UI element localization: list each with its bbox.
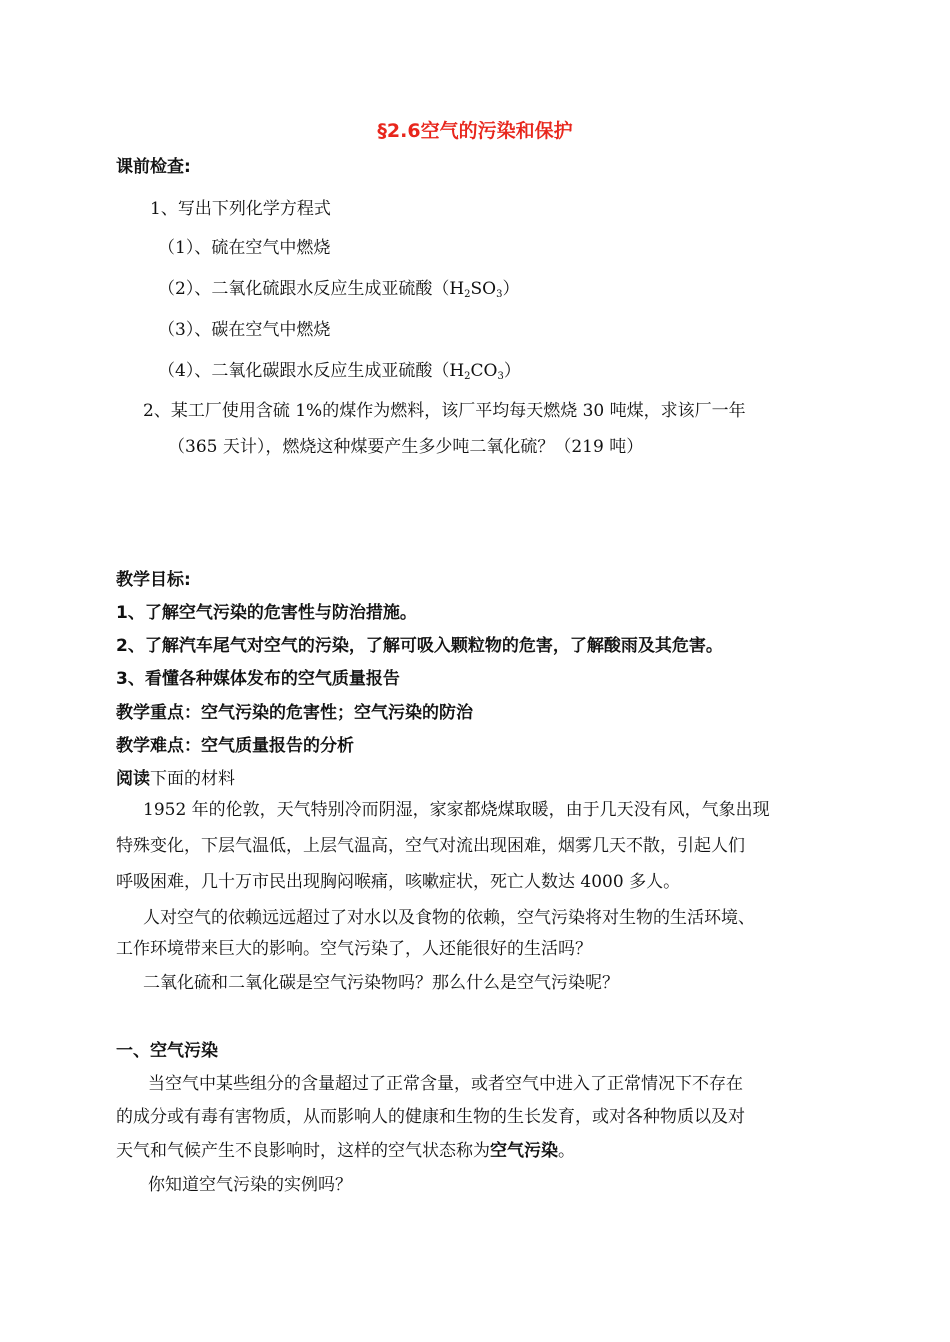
section-1-question: 你知道空气污染的实例吗？	[148, 1175, 352, 1195]
precheck-question-2-line-2: （365 天计），燃烧这种煤要产生多少吨二氧化硫？（219 吨）	[168, 437, 644, 457]
precheck-question-1: 1、写出下列化学方程式	[150, 199, 331, 219]
goal-item-3: 3、看懂各种媒体发布的空气质量报告	[116, 669, 400, 689]
equation-item-2: （2）、二氧化硫跟水反应生成亚硫酸$(H_2SO_3)$	[158, 279, 520, 300]
section-1-line-3: 天气和气候产生不良影响时，这样的空气状态称为空气污染。	[116, 1141, 575, 1161]
equation-item-4: （4）、二氧化碳跟水反应生成亚硫酸$(H_2CO_3)$	[158, 361, 521, 382]
goal-item-2: 2、了解汽车尾气对空气的污染，了解可吸入颗粒物的危害，了解酸雨及其危害。	[116, 636, 723, 656]
section-1-heading: 一、空气污染	[116, 1041, 218, 1061]
reading-label: 阅读下面的材料	[116, 769, 235, 789]
reading-line-4: 人对空气的依赖远远超过了对水以及食物的依赖，空气污染将对生物的生活环境、	[143, 908, 755, 928]
goal-item-1: 1、了解空气污染的危害性与防治措施。	[116, 603, 417, 623]
reading-line-5: 工作环境带来巨大的影响。空气污染了，人还能很好的生活吗？	[116, 939, 592, 959]
difficulty-points: 教学难点：空气质量报告的分析	[116, 736, 354, 756]
reading-line-1: 1952 年的伦敦，天气特别冷而阴湿，家家都烧煤取暖，由于几天没有风，气象出现	[143, 800, 770, 820]
precheck-question-2-line-1: 2、某工厂使用含硫 1%的煤作为燃料，该厂平均每天燃烧 30 吨煤，求该厂一年	[143, 401, 746, 421]
precheck-heading: 课前检查:	[116, 157, 191, 177]
key-term: 空气污染	[490, 1141, 558, 1161]
equation-item-3: （3）、碳在空气中燃烧	[158, 320, 331, 340]
section-1-line-2: 的成分或有毒有害物质，从而影响人的健康和生物的生长发育，或对各种物质以及对	[116, 1107, 745, 1127]
page-title: §2.6空气的污染和保护	[377, 120, 573, 142]
section-1-line-1: 当空气中某些组分的含量超过了正常含量，或者空气中进入了正常情况下不存在	[148, 1074, 743, 1094]
reading-line-2: 特殊变化，下层气温低，上层气温高，空气对流出现困难，烟雾几天不散，引起人们	[116, 836, 745, 856]
goals-heading: 教学目标:	[116, 570, 191, 590]
key-points: 教学重点：空气污染的危害性；空气污染的防治	[116, 703, 473, 723]
equation-item-1: （1）、硫在空气中燃烧	[158, 238, 331, 258]
reading-line-3: 呼吸困难，几十万市民出现胸闷喉痛，咳嗽症状，死亡人数达 4000 多人。	[116, 872, 681, 892]
reading-line-6: 二氧化硫和二氧化碳是空气污染物吗？那么什么是空气污染呢？	[143, 973, 619, 993]
